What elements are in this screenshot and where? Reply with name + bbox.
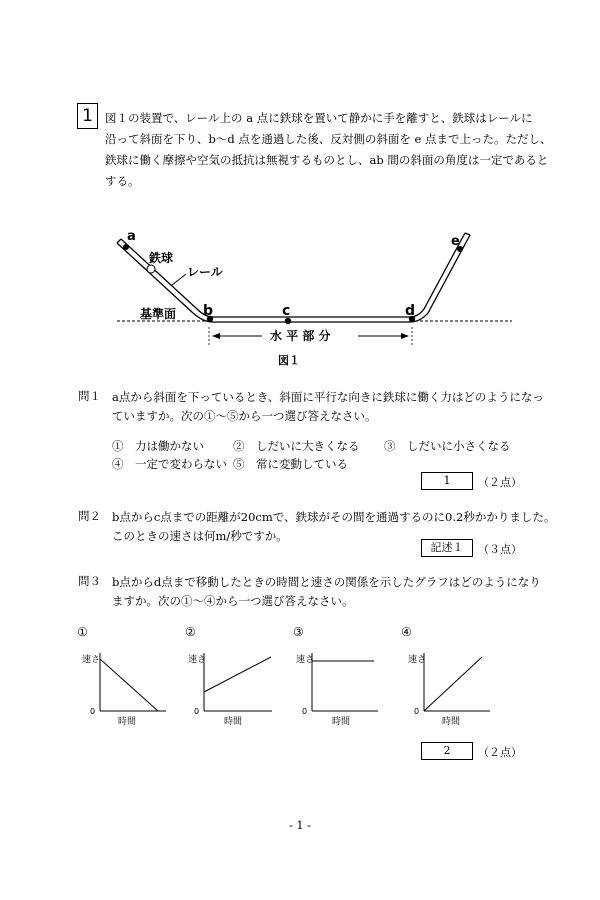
q1-choice-3: ③ しだいに小さくなる bbox=[384, 439, 511, 453]
q1-choice-1: ① 力は働かない bbox=[112, 439, 204, 453]
q1-label: 問１ bbox=[78, 389, 101, 403]
graph-2-origin: 0 bbox=[194, 707, 200, 716]
arrow-right-head bbox=[401, 333, 409, 339]
graph-2-xlabel: 時間 bbox=[224, 717, 243, 727]
intro-line-3: 鉄球に働く摩擦や空気の抵抗は無視するものとし、ab 間の斜面の角度は一定であると bbox=[105, 153, 549, 167]
q3-text-line-1: b点からd点まで移動したときの時間と速さの関係を示したグラフはどのようになり bbox=[112, 575, 541, 589]
graph-1-xlabel: 時間 bbox=[118, 717, 137, 727]
label-d: d bbox=[405, 303, 416, 319]
graph-2-line bbox=[204, 657, 271, 692]
graph-2-ylabel: 速さ bbox=[188, 655, 207, 665]
q3-points: （２点） bbox=[478, 746, 522, 759]
intro-line-4: する。 bbox=[105, 174, 140, 188]
intro-line-1: 図１の装置で、レール上の a 点に鉄球を置いて静かに手を離すと、鉄球はレールに bbox=[105, 111, 533, 125]
label-b: b bbox=[203, 303, 214, 319]
label-reference-plane: 基準面 bbox=[140, 307, 177, 321]
q2-answer-box[interactable]: 記述１ bbox=[421, 539, 473, 557]
label-rail: レール bbox=[187, 265, 223, 279]
graph-4-xlabel: 時間 bbox=[442, 717, 461, 727]
q3-label: 問３ bbox=[78, 574, 101, 588]
intro-line-2: 沿って斜面を下り、b〜d 点を通過した後、反対側の斜面を e 点まで上った。ただし、 bbox=[105, 132, 552, 146]
q2-points: （３点） bbox=[478, 543, 522, 556]
iron-ball-icon bbox=[147, 265, 155, 273]
figure-1-caption: 図１ bbox=[278, 354, 300, 367]
q1-choice-4: ④ 一定で変わらない bbox=[112, 457, 227, 471]
graph-4-origin: 0 bbox=[414, 707, 420, 716]
q2-text-line-1: b点からc点までの距離が20cmで、鉄球がその間を通過するのに0.2秒かかりました。 bbox=[112, 510, 556, 524]
page-number: - 1 - bbox=[289, 819, 311, 832]
graph-4-number: ④ bbox=[401, 625, 412, 639]
q3-answer-box[interactable]: 2 bbox=[421, 742, 473, 760]
graph-4-line bbox=[424, 657, 482, 711]
label-iron-ball: 鉄球 bbox=[149, 251, 174, 265]
graph-3-origin: 0 bbox=[302, 707, 308, 716]
graph-1-number: ① bbox=[77, 625, 88, 639]
q2-label: 問２ bbox=[78, 509, 101, 523]
graph-1-origin: 0 bbox=[90, 707, 96, 716]
question-number-box: 1 bbox=[77, 103, 98, 129]
q1-choice-5: ⑤ 常に変動している bbox=[233, 457, 348, 471]
q1-choice-2: ② しだいに大きくなる bbox=[233, 439, 360, 453]
q1-text-line-1: a点から斜面を下っているとき、斜面に平行な向きに鉄球に働く力はどのようになっ bbox=[112, 390, 544, 404]
q2-text-line-2: このときの速さは何m/秒ですか。 bbox=[112, 529, 288, 543]
graph-1-ylabel: 速さ bbox=[82, 655, 101, 665]
q3-text-line-2: ますか。次の①〜④から一つ選び答えなさい。 bbox=[112, 594, 354, 608]
label-horizontal-section: 水 平 部 分 bbox=[270, 329, 331, 343]
graph-2 bbox=[186, 645, 276, 730]
rail-leader-line bbox=[172, 274, 186, 285]
graph-3-number: ③ bbox=[293, 625, 304, 639]
q1-answer-box[interactable]: 1 bbox=[421, 472, 473, 490]
q1-points: （２点） bbox=[478, 476, 522, 489]
graph-1-line bbox=[100, 659, 158, 711]
q1-text-line-2: ていますか。次の①〜⑤から一つ選び答えなさい。 bbox=[112, 409, 377, 423]
label-a: a bbox=[127, 229, 136, 244]
label-c: c bbox=[282, 303, 291, 319]
graph-1 bbox=[78, 645, 168, 730]
graph-3 bbox=[292, 645, 382, 730]
label-e: e bbox=[451, 234, 460, 249]
graph-3-xlabel: 時間 bbox=[332, 717, 351, 727]
graph-2-number: ② bbox=[185, 625, 196, 639]
arrow-left-head bbox=[212, 333, 220, 339]
point-a bbox=[123, 244, 129, 250]
graph-3-ylabel: 速さ bbox=[296, 655, 315, 665]
graph-4 bbox=[402, 645, 492, 730]
figure-1-diagram bbox=[0, 225, 600, 365]
graph-4-ylabel: 速さ bbox=[408, 655, 427, 665]
